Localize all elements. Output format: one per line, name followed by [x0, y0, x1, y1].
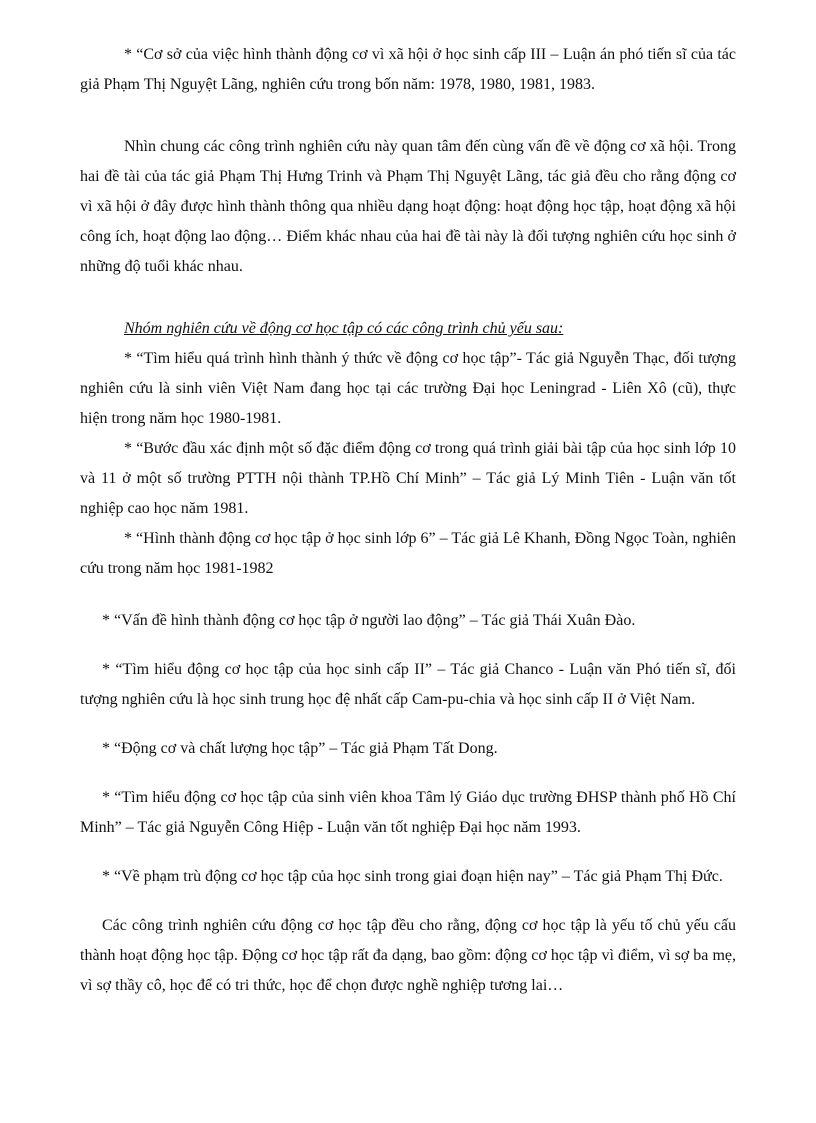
- citation-paragraph: * “Tìm hiểu quá trình hình thành ý thức về động cơ học tập”- Tác giả Nguyễn Thạc, đối tượng nghiên cứu là sinh viên Việt Nam đang học tại các trường Đại học Leningrad - Liên Xô (cũ), thực hiện trong năm học 1980-1981.: [80, 350, 736, 427]
- citation-paragraph: * “Vấn đề hình thành động cơ học tập ở người lao động” – Tác giả Thái Xuân Đào.: [102, 612, 636, 629]
- citation-paragraph: * “Về phạm trù động cơ học tập của học sinh trong giai đoạn hiện nay” – Tác giả Phạm Thị Đức.: [102, 868, 723, 885]
- citation-paragraph: * “Cơ sở của việc hình thành động cơ vì xã hội ở học sinh cấp III – Luận án phó tiến sĩ của tác giả Phạm Thị Nguyệt Lãng, nghiên cứu trong bốn năm: 1978, 1980, 1981, 1983.: [80, 46, 736, 93]
- citation-paragraph: * “Tìm hiểu động cơ học tập của học sinh cấp II” – Tác giả Chanco - Luận văn Phó tiến sĩ, đối tượng nghiên cứu là học sinh trung học đệ nhất cấp Cam-pu-chia và học sinh cấp II ở Việt Nam.: [80, 661, 736, 708]
- conclusion-paragraph: Các công trình nghiên cứu động cơ học tập đều cho rằng, động cơ học tập là yếu tố chủ yếu cấu thành hoạt động học tập. Động cơ học tập rất đa dạng, bao gồm: động cơ học tập vì điểm, vì sợ ba mẹ, vì sợ thầy cô, học để có tri thức, học để chọn được nghề nghiệp tương lai…: [80, 917, 736, 994]
- citation-paragraph: * “Động cơ và chất lượng học tập” – Tác giả Phạm Tất Dong.: [102, 740, 498, 757]
- citation-paragraph: * “Bước đầu xác định một số đặc điểm động cơ trong quá trình giải bài tập của học sinh lớp 10 và 11 ở một số trường PTTH nội thành TP.Hồ Chí Minh” – Tác giả Lý Minh Tiên - Luận văn tốt nghiệp cao học năm 1981.: [80, 440, 736, 517]
- citation-paragraph: * “Hình thành động cơ học tập ở học sinh lớp 6” – Tác giả Lê Khanh, Đồng Ngọc Toàn, nghiên cứu trong năm học 1981-1982: [80, 530, 736, 577]
- citation-paragraph: * “Tìm hiểu động cơ học tập của sinh viên khoa Tâm lý Giáo dục trường ĐHSP thành phố Hồ Chí Minh” – Tác giả Nguyễn Công Hiệp - Luận văn tốt nghiệp Đại học năm 1993.: [80, 789, 736, 836]
- summary-paragraph: Nhìn chung các công trình nghiên cứu này quan tâm đến cùng vấn đề về động cơ xã hội. Trong hai đề tài của tác giả Phạm Thị Hưng Trinh và Phạm Thị Nguyệt Lãng, tác giả đều cho rằng động cơ vì xã hội ở đây được hình thành thông qua nhiều dạng hoạt động: hoạt động học tập, hoạt động xã hội công ích, hoạt động lao động… Điểm khác nhau của hai đề tài này là đối tượng nghiên cứu học sinh ở những độ tuổi khác nhau.: [80, 138, 736, 275]
- section-heading: Nhóm nghiên cứu về động cơ học tập có các công trình chủ yếu sau:: [124, 320, 564, 337]
- document-page: [80, 40, 736, 1001]
